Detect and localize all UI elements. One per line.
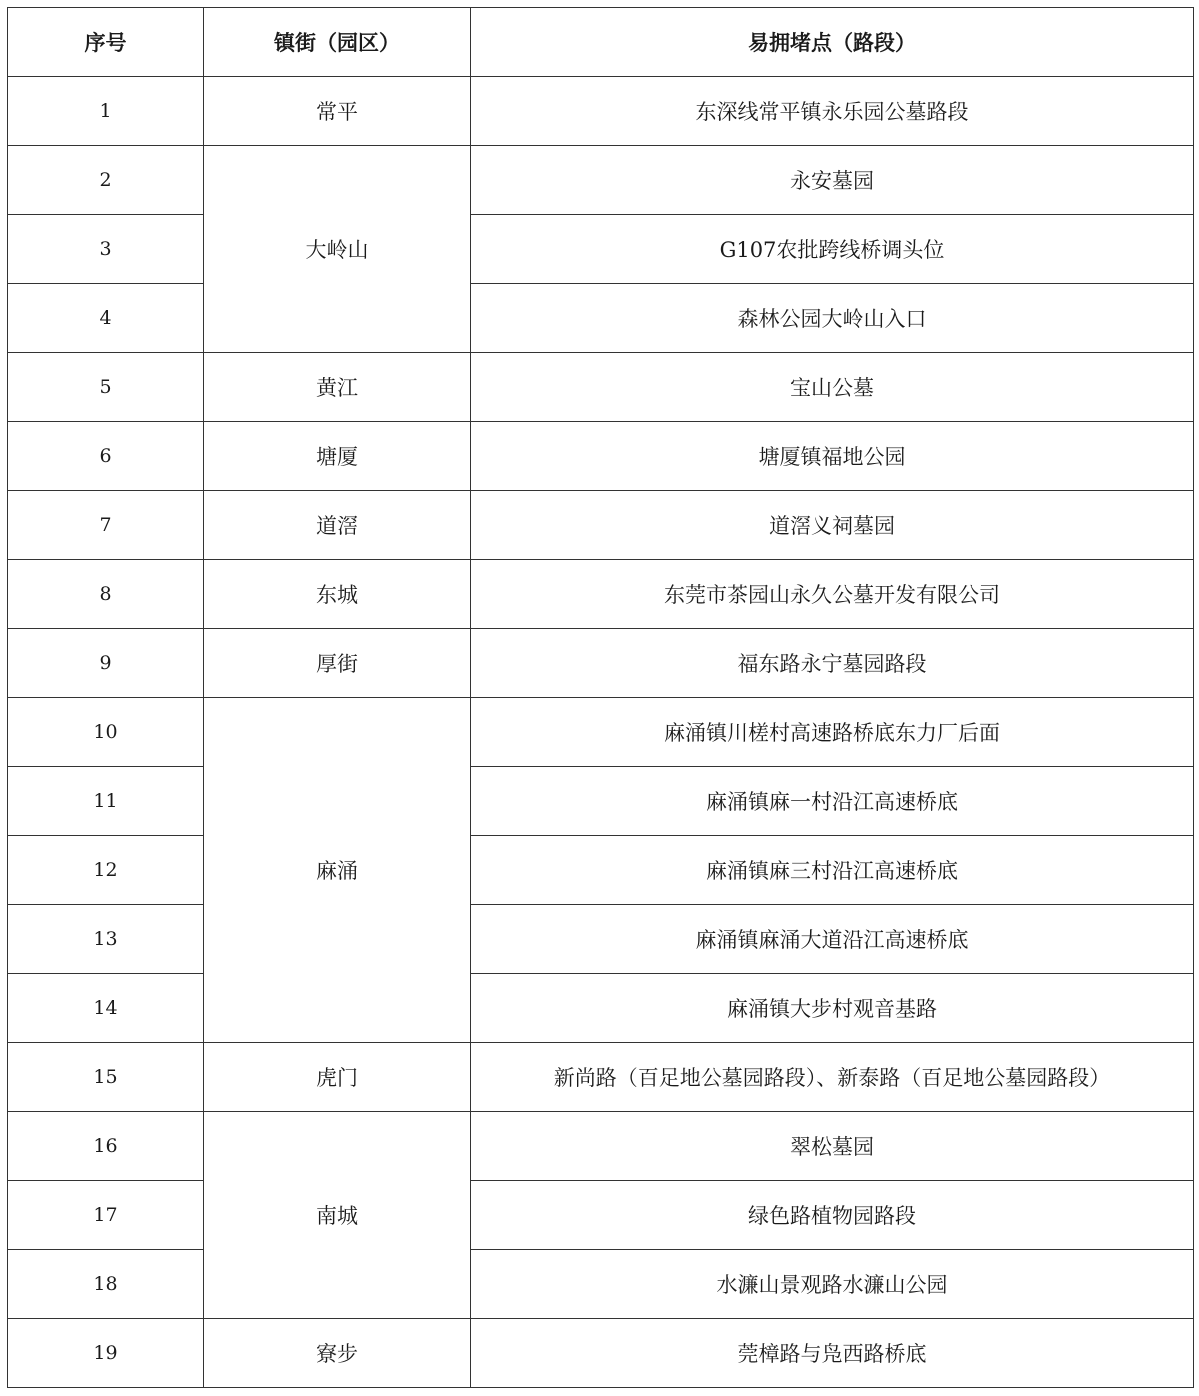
table-row <box>8 422 1194 491</box>
table-row <box>8 1319 1194 1388</box>
town-cell: 寮步 <box>204 1319 471 1388</box>
serial-cell: 18 <box>8 1250 204 1319</box>
serial-cell: 6 <box>8 422 204 491</box>
congestion-points-table <box>7 7 1194 1388</box>
table-row <box>8 629 1194 698</box>
spot-cell: 宝山公墓 <box>471 353 1194 422</box>
serial-cell: 3 <box>8 215 204 284</box>
table-row <box>8 836 1194 905</box>
table-row <box>8 767 1194 836</box>
town-cell: 大岭山 <box>204 146 471 353</box>
serial-cell: 5 <box>8 353 204 422</box>
table-row <box>8 284 1194 353</box>
spot-cell: 森林公园大岭山入口 <box>471 284 1194 353</box>
spot-cell: 麻涌镇麻涌大道沿江高速桥底 <box>471 905 1194 974</box>
table-row <box>8 905 1194 974</box>
table-row <box>8 353 1194 422</box>
town-cell: 黄江 <box>204 353 471 422</box>
table-row <box>8 560 1194 629</box>
spot-cell: 福东路永宁墓园路段 <box>471 629 1194 698</box>
serial-cell: 13 <box>8 905 204 974</box>
spot-cell: 水濂山景观路水濂山公园 <box>471 1250 1194 1319</box>
serial-cell: 17 <box>8 1181 204 1250</box>
spot-cell: 麻涌镇麻三村沿江高速桥底 <box>471 836 1194 905</box>
serial-cell: 11 <box>8 767 204 836</box>
spot-cell: 永安墓园 <box>471 146 1194 215</box>
spot-cell: 麻涌镇麻一村沿江高速桥底 <box>471 767 1194 836</box>
spot-cell: 绿色路植物园路段 <box>471 1181 1194 1250</box>
serial-cell: 16 <box>8 1112 204 1181</box>
spot-cell: 道滘义祠墓园 <box>471 491 1194 560</box>
table-row <box>8 698 1194 767</box>
spot-cell: 翠松墓园 <box>471 1112 1194 1181</box>
spot-cell: 塘厦镇福地公园 <box>471 422 1194 491</box>
header-congestion-point: 易拥堵点（路段） <box>471 8 1194 77</box>
header-row <box>8 8 1194 77</box>
table-row <box>8 215 1194 284</box>
table-row <box>8 146 1194 215</box>
spot-cell: 麻涌镇大步村观音基路 <box>471 974 1194 1043</box>
serial-cell: 15 <box>8 1043 204 1112</box>
table-row <box>8 77 1194 146</box>
table-row <box>8 1043 1194 1112</box>
town-cell: 南城 <box>204 1112 471 1319</box>
serial-cell: 14 <box>8 974 204 1043</box>
serial-cell: 10 <box>8 698 204 767</box>
spot-cell: 东深线常平镇永乐园公墓路段 <box>471 77 1194 146</box>
serial-cell: 4 <box>8 284 204 353</box>
serial-cell: 8 <box>8 560 204 629</box>
town-cell: 厚街 <box>204 629 471 698</box>
table-row <box>8 491 1194 560</box>
serial-cell: 7 <box>8 491 204 560</box>
table-row <box>8 1250 1194 1319</box>
spot-cell: 莞樟路与凫西路桥底 <box>471 1319 1194 1388</box>
serial-cell: 12 <box>8 836 204 905</box>
spot-cell: 新尚路（百足地公墓园路段）、新泰路（百足地公墓园路段） <box>471 1043 1194 1112</box>
spot-cell: 东莞市茶园山永久公墓开发有限公司 <box>471 560 1194 629</box>
table-row <box>8 1112 1194 1181</box>
serial-cell: 1 <box>8 77 204 146</box>
header-serial: 序号 <box>8 8 204 77</box>
town-cell: 麻涌 <box>204 698 471 1043</box>
serial-cell: 19 <box>8 1319 204 1388</box>
town-cell: 虎门 <box>204 1043 471 1112</box>
town-cell: 常平 <box>204 77 471 146</box>
table-row <box>8 1181 1194 1250</box>
spot-cell: 麻涌镇川槎村高速路桥底东力厂后面 <box>471 698 1194 767</box>
spot-cell: G107农批跨线桥调头位 <box>471 215 1194 284</box>
town-cell: 塘厦 <box>204 422 471 491</box>
serial-cell: 9 <box>8 629 204 698</box>
town-cell: 道滘 <box>204 491 471 560</box>
town-cell: 东城 <box>204 560 471 629</box>
table-row <box>8 974 1194 1043</box>
header-town: 镇街（园区） <box>204 8 471 77</box>
serial-cell: 2 <box>8 146 204 215</box>
